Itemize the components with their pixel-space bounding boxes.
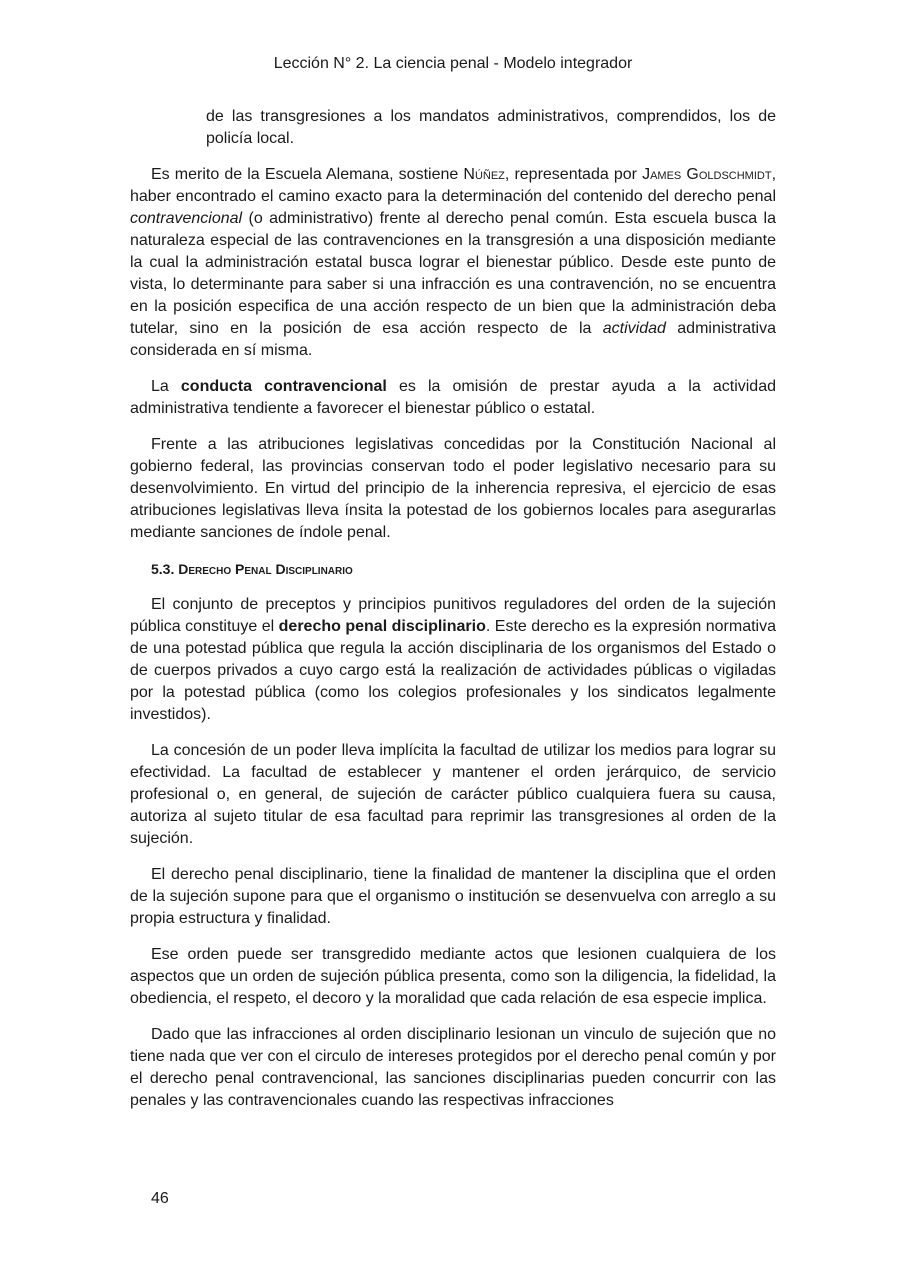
paragraph-atribuciones-legislativas: Frente a las atribuciones legislativas concedidas por la Constitución Nacional al gobierno federal, las provincias conservan todo el poder legislativo necesario para su desenvolvimiento. En virtud del principio de la inherencia represiva, el ejercicio de esas atribuciones legislativas lleva ínsita la potestad de los gobiernos locales para asegurarlas mediante sanciones de índole penal.: [130, 436, 776, 541]
paragraph-conjunto-preceptos: [130, 594, 776, 726]
text-run: es la omisión de prestar ayuda a la actividad administrativa tendiente a favorecer el bienestar público o estatal.: [130, 378, 776, 417]
paragraph-finalidad: El derecho penal disciplinario, tiene la finalidad de mantener la disciplina que el orden de la sujeción supone para que el organismo o institución se desenvuelva con arreglo a su propia estructura y finalidad.: [130, 866, 776, 927]
paragraph-conducta-contravencional: [130, 376, 776, 420]
paragraph-escuela-alemana: [130, 164, 776, 362]
page-number: 46: [151, 1190, 169, 1207]
paragraph-infracciones: Dado que las infracciones al orden disciplinario lesionan un vinculo de sujeción que no tiene nada que ver con el circulo de intereses protegidos por el derecho penal común y por el derecho penal contravencional, las sanciones disciplinarias pueden concurrir con las penales y las contravencionales cuando las respectivas infracciones: [130, 1026, 776, 1109]
text-run: Es merito de la Escuela Alemana, sostiene: [151, 166, 464, 183]
emphasis-text: contravencional: [130, 210, 243, 227]
bold-term: derecho penal disciplinario: [278, 618, 486, 635]
body-text: [130, 106, 776, 1112]
text-run: , haber encontrado el camino exacto para la determinación del contenido del derecho penal: [130, 166, 777, 205]
running-header: Lección N° 2. La ciencia penal - Modelo integrador: [273, 55, 633, 72]
text-run: . Este derecho es la expresión normativa de una potestad pública que regula la acción disciplinaria de los organismos del Estado o de cuerpos privados a cuyo cargo está la realización de actividades públicas o vigiladas por la potestad pública (como los colegios profesionales y los sindicatos legalmente investidos).: [130, 618, 777, 723]
text-run: El conjunto de preceptos y principios punitivos reguladores del orden de la sujeción pública constituye el: [130, 596, 776, 635]
text-run: (o administrativo) frente al derecho penal común. Esta escuela busca la naturaleza especial de las contravenciones en la transgresión a una disposición mediante la cual la administración estatal busca lograr el bienestar público. Desde este punto de vista, lo determinante para saber si una infracción es una contravención, no se encuentra en la posición especifica de una acción respecto de un bien que la administración deba tutelar, sino en la posición de esa acción respecto de la: [130, 210, 776, 337]
paragraph-concesion-poder: La concesión de un poder lleva implícita la facultad de utilizar los medios para lograr su efectividad. La facultad de establecer y mantener el orden jerárquico, de servicio profesional o, en general, de sujeción de carácter público cualquiera fuera su causa, autoriza al sujeto titular de esa facultad para reprimir las transgresiones al orden de la sujeción.: [130, 742, 776, 847]
text-run: La: [151, 378, 181, 395]
author-name: Núñez: [463, 166, 505, 183]
emphasis-text: actividad: [602, 320, 666, 337]
paragraph-orden-transgredido: Ese orden puede ser transgredido mediante actos que lesionen cualquiera de los aspectos que un orden de sujeción pública presenta, como son la diligencia, la fidelidad, la obediencia, el respeto, el decoro y la moralidad que cada relación de esa especie implica.: [130, 946, 776, 1007]
section-heading: 5.3. Derecho Penal Disciplinario: [151, 561, 353, 577]
text-run: , representada por: [504, 166, 643, 183]
quote-continuation: de las transgresiones a los mandatos administrativos, comprendidos, los de policía local.: [206, 108, 776, 147]
author-name: James Goldschmidt: [642, 166, 772, 183]
text-run: administrativa considerada en sí misma.: [130, 320, 776, 359]
bold-term: conducta contravencional: [180, 378, 387, 395]
